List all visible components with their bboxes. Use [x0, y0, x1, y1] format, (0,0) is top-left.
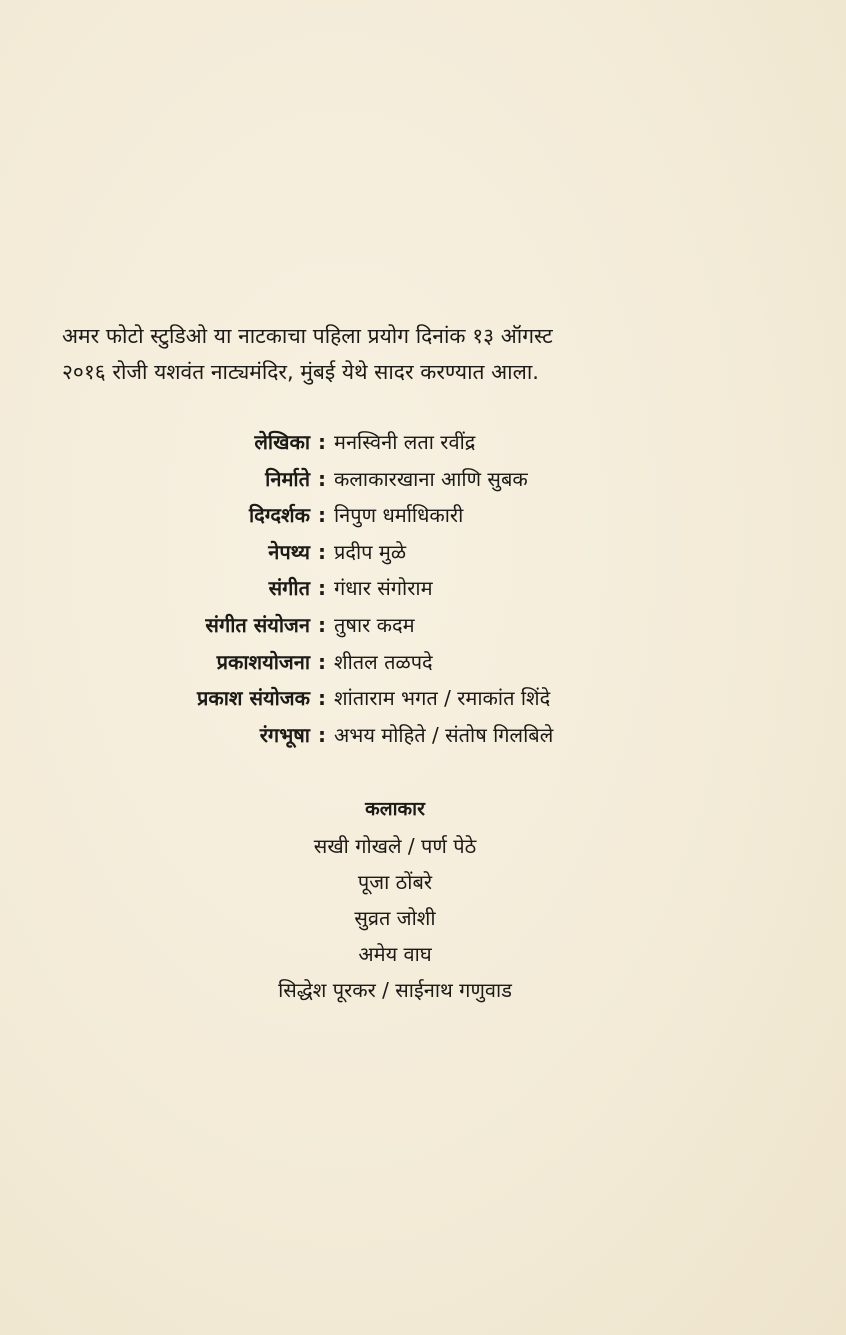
cast-list [0, 828, 790, 1008]
credit-name: तुषार कदम [334, 612, 415, 637]
credit-name: शांताराम भगत / रमाकांत शिंदे [334, 686, 551, 711]
credit-role: प्रकाशयोजना [216, 649, 310, 674]
credit-name: मनस्विनी लता रवींद्र [334, 430, 476, 454]
credit-row [60, 465, 800, 502]
credit-separator: : [318, 686, 326, 711]
credit-row [60, 648, 800, 685]
credit-role: संगीत संयोजन [205, 612, 310, 637]
credit-separator: : [318, 466, 326, 491]
credit-row [60, 611, 800, 648]
credit-row [60, 684, 800, 721]
credit-name: अभय मोहिते / संतोष गिलबिले [334, 722, 554, 747]
credit-row [60, 721, 800, 758]
credit-role: लेखिका [254, 430, 310, 454]
credit-separator: : [318, 649, 326, 674]
credit-role: दिग्दर्शक [249, 503, 310, 528]
credit-separator: : [318, 539, 326, 564]
credit-separator: : [318, 430, 326, 454]
credit-row [60, 538, 800, 575]
credits-list [60, 428, 800, 757]
cast-member: सखी गोखले / पर्ण पेठे [313, 834, 477, 858]
credit-name: निपुण धर्माधिकारी [334, 503, 464, 528]
premiere-note-line-1: अमर फोटो स्टुडिओ या नाटकाचा पहिला प्रयोग दिनांक १३ ऑगस्ट [62, 324, 553, 348]
premiere-note [62, 318, 742, 390]
credit-name: कलाकारखाना आणि सुबक [334, 466, 528, 491]
credit-separator: : [318, 576, 326, 601]
credit-separator: : [318, 503, 326, 528]
credit-name: गंधार संगोराम [334, 576, 433, 601]
credit-row [60, 501, 800, 538]
credit-role: संगीत [268, 576, 310, 601]
cast-member: सुव्रत जोशी [354, 906, 436, 930]
credit-name: शीतल तळपदे [334, 649, 433, 674]
credit-row [60, 428, 800, 465]
cast-heading: कलाकार [365, 798, 425, 820]
credit-role: प्रकाश संयोजक [197, 686, 310, 711]
cast-section [0, 790, 790, 1008]
cast-member: अमेय वाघ [358, 942, 432, 966]
cast-member: सिद्धेश पूरकर / साईनाथ गणुवाड [278, 978, 512, 1002]
credit-row [60, 574, 800, 611]
cast-member: पूजा ठोंबरे [357, 870, 433, 894]
credit-separator: : [318, 612, 326, 637]
credit-separator: : [318, 722, 326, 747]
credit-role: रंगभूषा [259, 722, 310, 747]
credit-name: प्रदीप मुळे [334, 539, 407, 564]
credit-role: निर्माते [265, 466, 310, 491]
premiere-note-line-2: २०१६ रोजी यशवंत नाट्यमंदिर, मुंबई येथे सादर करण्यात आला. [62, 360, 539, 384]
credit-role: नेपथ्य [268, 539, 310, 564]
